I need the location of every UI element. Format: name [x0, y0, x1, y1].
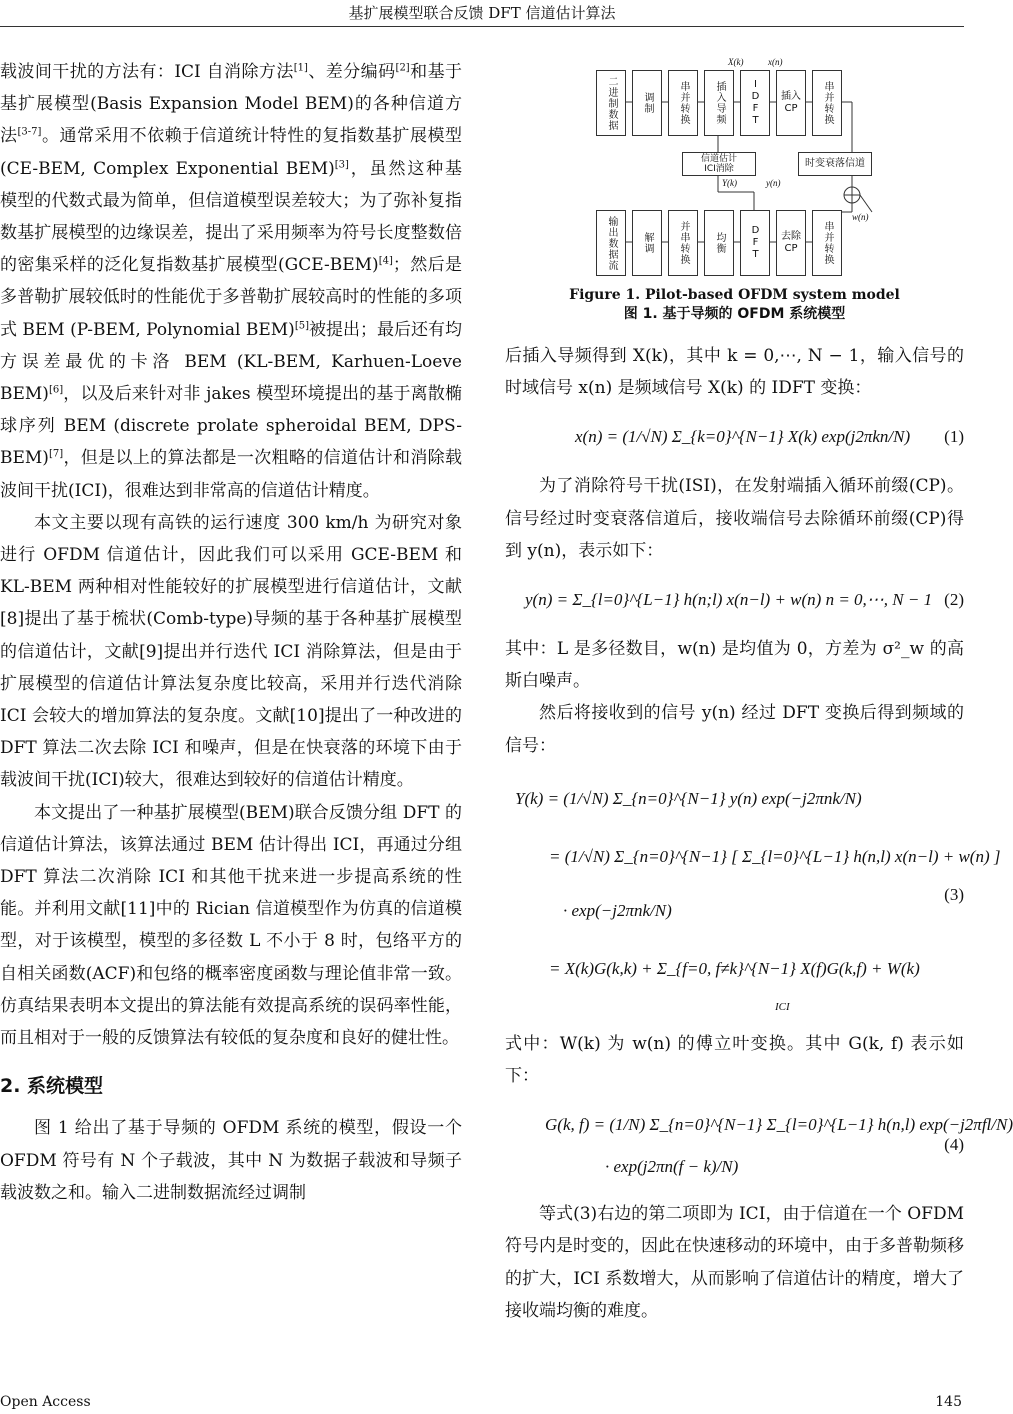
block-modulation: 调制: [632, 70, 662, 136]
paragraph-contribution: 本文提出了一种基扩展模型(BEM)联合反馈分组 DFT 的信道估计算法，该算法通过 BEM 估计得出 ICI，再通过分组 DFT 算法二次消除 ICI 和其他干扰来进一步提高系统的性能。并利用文献[11]中的 Rician 信道模型作为仿真的信道模型，对于该模型，模型的多径数 L 不小于 8 时，包络平方的自相关函数(ACF)和包络的概率密度函数与理论值非常一致。仿真结果表明本文提出的算法能有效提高系统的误码率性能，而且相对于一般的反馈算法有较低的复杂度和良好的健壮性。: [0, 802, 462, 1049]
paragraph-related-work: 载波间干扰的方法有：ICI 自消除方法[1]、差分编码[2]和基于基扩展模型(Basis Expansion Model BEM)的各种信道方法[3-7]。通常采用不依赖于信道统计特性的复指数基扩展模型(CE-BEM, Complex Exponential BEM)[3]，虽然这种基模型的代数式最为简单，但信道模型误差较大；为了弥补复指数基扩展模型的边缘误差，提出了采用频率为符号长度整数倍的密集采样的泛化复指数基扩展模型(GCE-BEM)[4]；然后是多普勒扩展较低时的性能优于多普勒扩展较高时的性能的多项式 BEM (P-BEM, Polynomial BEM)[5]被提出；最后还有均方误差最优的卡洛 BEM (KL-BEM, Karhuen-Loeve BEM)[6]，以及后来针对非 jakes 模型环境提出的基于离散椭球序列 BEM (discrete prolate spheroidal BEM, DPS-BEM)[7]，但是以上的算法都是一次粗略的信道估计和消除载波间干扰(ICI)，很难达到非常高的信道估计精度。: [0, 62, 463, 501]
figure-ofdm-diagram: [590, 52, 878, 292]
block-equalization: 均衡: [704, 210, 734, 276]
citation: [2]: [395, 62, 410, 74]
section-heading: 2. 系统模型: [0, 1075, 104, 1098]
equation-1: x(n) = (1/√N) Σ_{k=0}^{N−1} X(k) exp(j2πkn/N) (1): [575, 427, 964, 447]
paragraph-idft: 后插入导频得到 X(k)，其中 k = 0,⋯, N − 1，输入信号的时域信号 x(n) 是频域信号 X(k) 的 IDFT 变换：: [505, 346, 964, 399]
equation-number: (2): [944, 590, 964, 610]
label-wn: w(n): [852, 212, 869, 222]
footer-open-access: Open Access: [0, 1394, 91, 1410]
block-remove-cp: 去除CP: [776, 210, 806, 276]
block-idft: IDFT: [740, 70, 770, 136]
citation: [1]: [293, 62, 308, 74]
citation: [7]: [48, 448, 64, 460]
equation-number: (4): [944, 1135, 964, 1155]
block-insert-pilot: 插入导频: [704, 70, 734, 136]
running-header: 基扩展模型联合反馈 DFT 信道估计算法: [348, 4, 616, 22]
equation-2: y(n) = Σ_{l=0}^{L−1} h(n;l) x(n−l) + w(n) n = 0,⋯, N − 1 (2): [525, 590, 964, 610]
label-Xk: X(k): [728, 57, 744, 67]
equation-number: (3): [944, 884, 964, 904]
label-yn: y(n): [766, 178, 781, 188]
block-dft: DFT: [740, 210, 770, 276]
paragraph-system-model: 图 1 给出了基于导频的 OFDM 系统的模型，假设一个 OFDM 符号有 N 个子载波，其中 N 为数据子载波和导频子载波数之和。输入二进制数据流经过调制: [0, 1118, 462, 1203]
page-number: 145: [935, 1394, 962, 1410]
header-rule: [0, 26, 964, 27]
label-xn: x(n): [768, 57, 783, 67]
paragraph-dft: 然后将接收到的信号 y(n) 经过 DFT 变换后得到频域的信号：: [505, 703, 964, 756]
citation: [3]: [334, 158, 349, 170]
paragraph-noise: 其中：L 是多径数目，w(n) 是均值为 0，方差为 σ²_w 的高斯白噪声。: [505, 639, 964, 692]
paragraph-cp: 为了消除符号干扰(ISI)，在发射端插入循环前缀(CP)。信号经过时变衰落信道后，接收端信号去除循环前缀(CP)得到 y(n)，表示如下：: [505, 476, 964, 561]
citation: [6]: [48, 384, 64, 396]
citation: [3-7]: [17, 126, 42, 138]
citation: [4]: [378, 255, 393, 267]
right-column: [505, 340, 1013, 1327]
equation-4: G(k, f) = (1/N) Σ_{n=0}^{N−1} Σ_{l=0}^{L−1} h(n,l) exp(−j2πfl/N) · exp(j2πn(f − k)/N) (4): [545, 1115, 1013, 1177]
block-binary-data: 二进制数据: [596, 70, 626, 136]
left-column: [0, 56, 462, 1209]
paragraph-ici-effect: 等式(3)右边的第二项即为 ICI，由于信道在一个 OFDM 符号内是时变的，因此在快速移动的环境中，由于多普勒频移的扩大，ICI 系数增大，从而影响了信道估计的精度，增大了接收端均衡的难度。: [505, 1204, 964, 1321]
block-ser-par: 串并转换: [812, 210, 842, 276]
citation: [5]: [294, 319, 309, 331]
block-output-data: 输出数据流: [596, 210, 626, 276]
block-parallel-serial: 串并转换: [812, 70, 842, 136]
ici-label: ICI: [775, 1000, 790, 1013]
paragraph-research-object: 本文主要以现有高铁的运行速度 300 km/h 为研究对象进行 OFDM 信道估计，因此我们可以采用 GCE-BEM 和 KL-BEM 两种相对性能较好的扩展模型进行信道估计，文献[8]提出了基于梳状(Comb-type)导频的基于各种基扩展模型的信道估计，文献[9]提出并行迭代 ICI 消除算法，但是由于扩展模型的信道估计算法复杂度比较高，采用并行迭代消除 ICI 会较大的增加算法的复杂度。文献[10]提出了一种改进的 DFT 算法二次去除 ICI 和噪声，但是在快衰落的环境下由于载波间干扰(ICI)较大，很难达到较好的信道估计精度。: [0, 512, 462, 791]
block-par-ser: 并串转换: [668, 210, 698, 276]
block-serial-parallel: 串并转换: [668, 70, 698, 136]
block-channel-est-ici: 信道估计 ICI消除: [682, 152, 756, 176]
block-fading-channel: 时变衰落信道: [798, 152, 872, 176]
equation-3: Y(k) = (1/√N) Σ_{n=0}^{N−1} y(n) exp(−j2πnk/N) = (1/√N) Σ_{n=0}^{N−1} [ Σ_{l=0}^{L−1} h(n,l) x(n−l) + w(n) ] · exp(−j2πnk/N) = X(k)G(k,k) + Σ_{f=0, f≠k}^{N−1} X(f)G(k,f) + W(k) ICI (3): [505, 770, 964, 1020]
block-insert-cp: 插入CP: [776, 70, 806, 136]
paragraph-G: 式中：W(k) 为 w(n) 的傅立叶变换。其中 G(k, f) 表示如下：: [505, 1033, 964, 1087]
caption-zh: 图 1. 基于导频的 OFDM 系统模型: [623, 306, 846, 322]
caption-en: Figure 1. Pilot-based OFDM system model: [569, 287, 900, 303]
equation-number: (1): [944, 427, 964, 447]
label-Yk: Y(k): [722, 178, 737, 188]
block-demodulation: 解调: [632, 210, 662, 276]
figure-caption: [505, 286, 964, 324]
